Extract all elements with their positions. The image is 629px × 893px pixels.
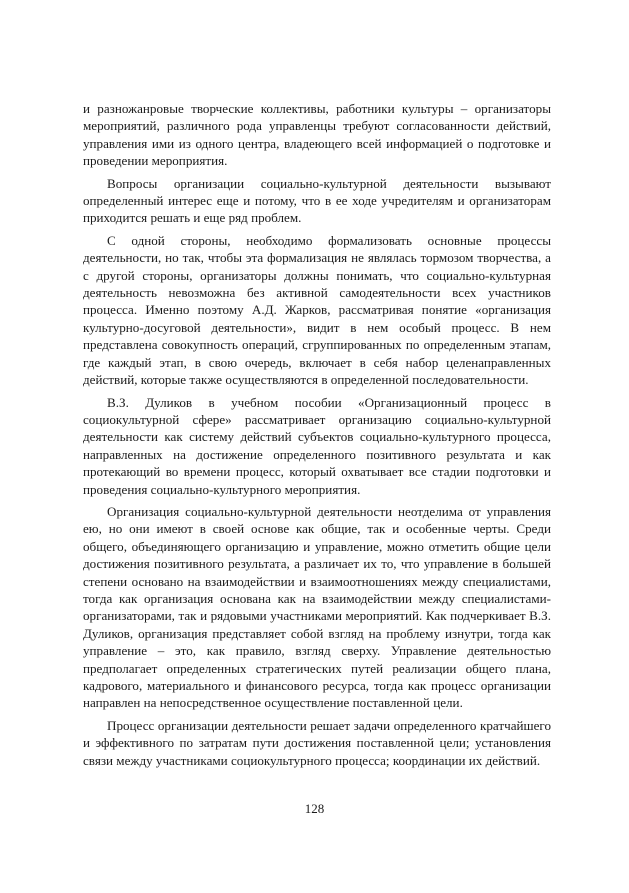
page-number: 128 [304, 801, 325, 816]
paragraph: Организация социально-культурной деятельности неотделима от управления ею, но они имеют в своей основе как общие, так и особенные черты. Среди общего, объединяющего организацию и управление, можно отметить общие цели достижения позитивного результата, а различает их то, что управление в большей степени основано на взаимодействии и взаимоотношениях между специалистами, тогда как организация основана как на взаимодействии между специалистами-организаторами, так и рядовыми участниками мероприятий. Как подчеркивает В.З. Дуликов, организация представляет собой взгляд на проблему изнутри, тогда как управление – это, как правило, взгляд сверху. Управление деятельностью предполагает определенных стратегических путей реализации общего плана, кадрового, материального и финансового ресурса, тогда как процесс организации направлен на непосредственное осуществление поставленной цели. [83, 503, 551, 711]
paragraph: С одной стороны, необходимо формализовать основные процессы деятельности, но так, чтобы эта формализация не являлась тормозом творчества, а с другой стороны, организаторы должны понимать, что социально-культурная деятельность невозможна без активной самодеятельности всех участников процесса. Именно поэтому А.Д. Жарков, рассматривая понятие «организация культурно-досуговой деятельности», видит в нем особый процесс. В нем представлена совокупность операций, сгруппированных по определенным этапам, где каждый этап, в свою очередь, включает в себя набор целенаправленных действий, которые также осуществляются в определенной последовательности. [83, 232, 551, 388]
paragraph: Вопросы организации социально-культурной деятельности вызывают определенный интерес еще и потому, что в ее ходе учредителям и организаторам приходится решать и еще ряд проблем. [83, 175, 551, 226]
page-body [83, 100, 551, 774]
paragraph: Процесс организации деятельности решает задачи определенного кратчайшего и эффективного по затратам пути достижения поставленной цели; установления связи между участниками социокультурного процесса; координации их действий. [83, 717, 551, 768]
paragraph: В.З. Дуликов в учебном пособии «Организационный процесс в социокультурной сфере» рассматривает организацию социально-культурной деятельности как систему действий субъектов социально-культурного процесса, направленных на достижение определенного позитивного результата и как протекающий во времени процесс, который охватывает все стадии подготовки и проведения социально-культурного мероприятия. [83, 394, 551, 497]
paragraph: и разножанровые творческие коллективы, работники культуры – организаторы мероприятий, различного рода управленцы требуют согласованности действий, управления ими из одного центра, владеющего всей информацией о подготовке и проведении мероприятия. [83, 101, 551, 169]
